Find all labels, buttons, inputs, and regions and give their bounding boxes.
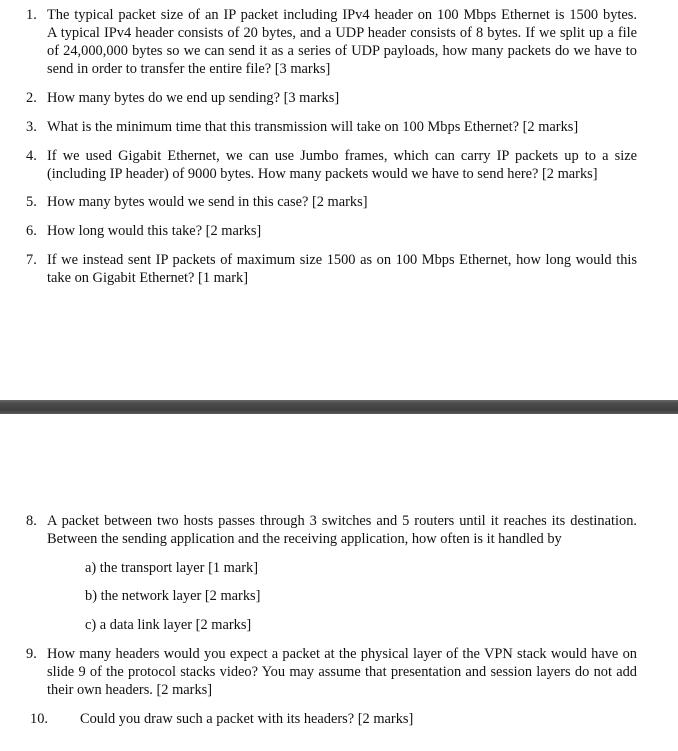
question-number: 8. — [26, 513, 37, 529]
question-text — [47, 89, 637, 107]
question-text — [47, 147, 637, 183]
page-separator — [0, 400, 678, 414]
question-8-subpart-c: c) a data link layer [2 marks] — [85, 617, 252, 633]
question-line: What is the minimum time that this transmission will take on 100 Mbps Ethernet? [2 marks] — [47, 119, 579, 135]
question-text — [47, 251, 637, 287]
question-text — [47, 645, 637, 699]
question-line: The typical packet size of an IP packet including IPv4 header on 100 Mbps Ethernet is 1500 bytes. — [47, 7, 637, 23]
question-number: 3. — [26, 119, 37, 135]
question-line: A packet between two hosts passes through 3 switches and 5 routers until it reaches its destination. — [47, 513, 637, 529]
question-number: 5. — [26, 194, 37, 210]
question-8-subpart-a: a) the transport layer [1 mark] — [85, 560, 259, 576]
question-text — [47, 6, 637, 78]
question-8-subpart-b: b) the network layer [2 marks] — [85, 588, 261, 604]
question-line: A typical IPv4 header consists of 20 bytes, and a UDP header consists of 8 bytes. If we split up a file — [47, 25, 637, 41]
question-text — [47, 193, 637, 211]
question-line: their own headers. [2 marks] — [47, 682, 213, 698]
question-number: 1. — [26, 7, 37, 23]
question-text — [47, 512, 637, 548]
question-line: take on Gigabit Ethernet? [1 mark] — [47, 270, 248, 286]
question-line: send in order to transfer the entire file? [3 marks] — [47, 61, 331, 77]
question-line: If we used Gigabit Ethernet, we can use Jumbo frames, which can carry IP packets up to a size — [47, 148, 637, 164]
question-line: How many bytes do we end up sending? [3 marks] — [47, 90, 340, 106]
question-text — [47, 118, 637, 136]
question-line: (including IP header) of 9000 bytes. How many packets would we have to send here? [2 marks] — [47, 166, 598, 182]
question-text — [47, 222, 637, 240]
question-line: If we instead sent IP packets of maximum size 1500 as on 100 Mbps Ethernet, how long would this — [47, 252, 637, 268]
question-number: 7. — [26, 252, 37, 268]
question-line: How many headers would you expect a packet at the physical layer of the VPN stack would have on — [47, 646, 637, 662]
question-line: of 24,000,000 bytes so we can send it as a series of UDP payloads, how many packets do we have to — [47, 43, 637, 59]
question-number: 4. — [26, 148, 37, 164]
question-number: 6. — [26, 223, 37, 239]
question-10-text: Could you draw such a packet with its headers? [2 marks] — [80, 711, 414, 727]
question-number: 2. — [26, 90, 37, 106]
question-10-number: 10. — [30, 711, 48, 727]
question-line: How long would this take? [2 marks] — [47, 223, 262, 239]
question-number: 9. — [26, 646, 37, 662]
question-line: How many bytes would we send in this case? [2 marks] — [47, 194, 368, 210]
document-page-2 — [0, 414, 678, 751]
question-line: Between the sending application and the receiving application, how often is it handled by — [47, 531, 562, 547]
question-line: slide 9 of the protocol stacks video? You may assume that presentation and session layers do not add — [47, 664, 637, 680]
